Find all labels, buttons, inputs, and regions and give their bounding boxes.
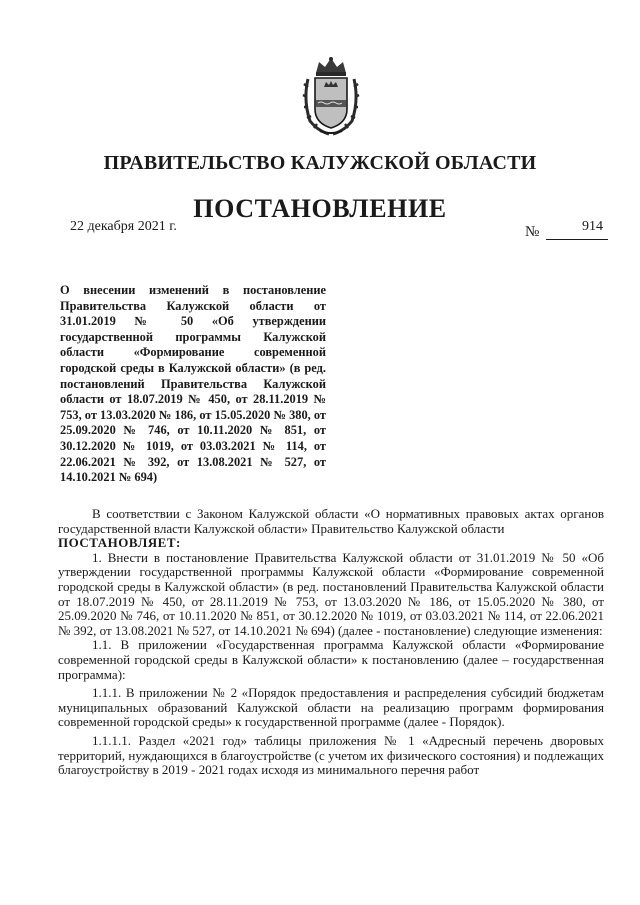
document-subject: О внесении изменений в постановление Правительства Калужской области от 31.01.2019 № 50 «Об утверждении государственной программы Калужской области «Формирование современной городской среды в Калужской области» (в ред. постановлений Правительства Калужской области от 18.07.2019 № 450, от 28.11.2019 № 753, от 13.03.2020 № 186, от 15.05.2020 № 380, от 25.09.2020 № 746, от 10.11.2020 № 851, от 30.12.2020 № 1019, от 03.03.2021 № 114, от 22.06.2021 № 392, от 13.08.2021 № 527, от 14.10.2021 № 694) [60, 283, 326, 485]
document-type-title: ПОСТАНОВЛЕНИЕ [193, 194, 447, 223]
document-body [58, 507, 604, 778]
preamble-paragraph: В соответствии с Законом Калужской области «О нормативных правовых актах органов государственной власти Калужской области» Правительство Калужской области [58, 506, 604, 536]
number-underline [546, 239, 608, 240]
clause-1-1-1: 1.1.1. В приложении № 2 «Порядок предоставления и распределения субсидий бюджетам муниципальных образований Калужской области на реализацию программ формирования современной городской среды» к государственной программе (далее - Порядок). [58, 685, 604, 730]
clause-1-1: 1.1. В приложении «Государственная программа Калужской области «Формирование современной городской среды в Калужской области» к постановлению (далее – государственная программа): [58, 637, 604, 682]
government-name: ПРАВИТЕЛЬСТВО КАЛУЖСКОЙ ОБЛАСТИ [103, 152, 537, 174]
number-label: № [525, 224, 540, 240]
document-date: 22 декабря 2021 г. [70, 219, 177, 234]
resolves-heading: ПОСТАНОВЛЯЕТ: [58, 535, 181, 551]
clause-1-1-1-1: 1.1.1.1. Раздел «2021 год» таблицы приложения № 1 «Адресный перечень дворовых территорий, нуждающихся в благоустройстве (с учетом их физического состояния) и подлежащих благоустройству в 2019 - 2021 годах исходя из минимального перечня работ [58, 732, 604, 778]
clause-1: 1. Внести в постановление Правительства Калужской области от 31.01.2019 № 50 «Об утверждении государственной программы Калужской области «Формирование современной городской среды в Калужской области» (в ред. постановлений Правительства Калужской области от 18.07.2019 № 450, от 28.11.2019 № 753, от 13.03.2020 № 186, от 15.05.2020 № 380, от 25.09.2020 № 746, от 10.11.2020 № 851, от 30.12.2020 № 1019, от 03.03.2021 № 114, от 22.06.2021 № 392, от 13.08.2021 № 527, от 14.10.2021 № 694) (далее - постановление) следующие изменения: [58, 549, 604, 638]
kaluga-coat-of-arms-icon [300, 55, 362, 137]
document-number: 914 [582, 219, 603, 234]
